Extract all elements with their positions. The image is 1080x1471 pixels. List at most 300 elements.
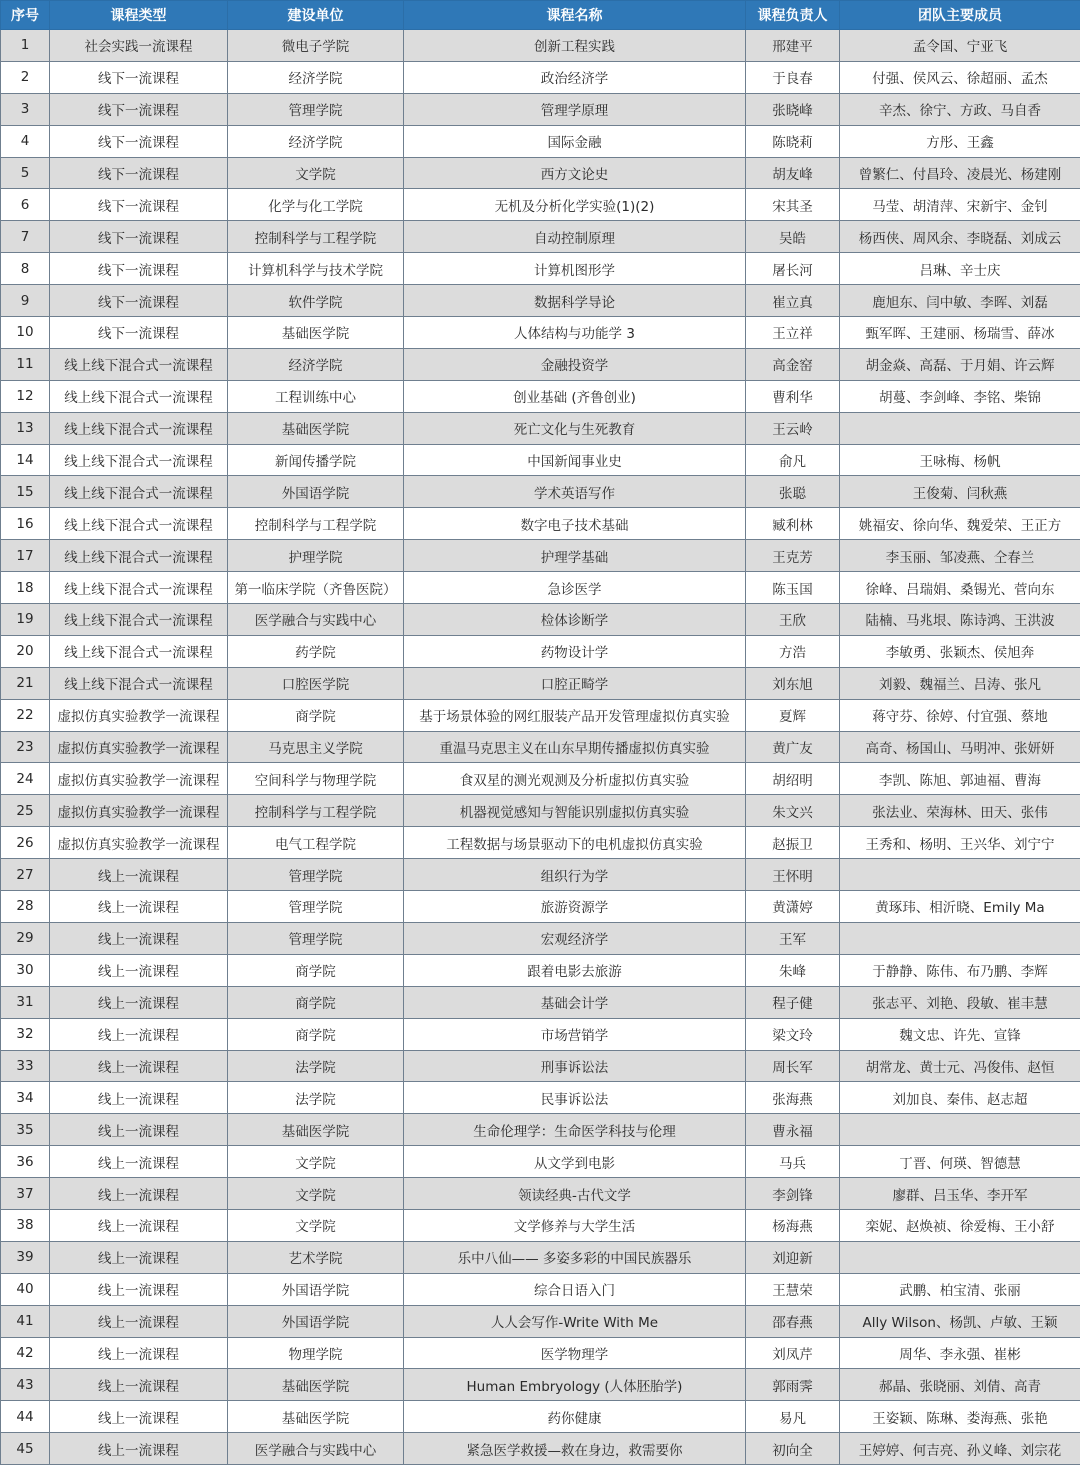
cell-index: 40 (1, 1273, 50, 1305)
table-row (1, 508, 1080, 540)
cell-course-name: 宏观经济学 (404, 922, 746, 954)
table-row (1, 380, 1080, 412)
cell-course-lead: 邵春燕 (746, 1305, 840, 1337)
cell-index: 12 (1, 380, 50, 412)
cell-course-lead: 李剑锋 (746, 1178, 840, 1210)
cell-course-type: 线上一流课程 (50, 922, 228, 954)
cell-course-name: 护理学基础 (404, 540, 746, 572)
cell-course-type: 线上一流课程 (50, 954, 228, 986)
cell-course-name: 计算机图形学 (404, 253, 746, 285)
table-row (1, 1401, 1080, 1433)
cell-unit: 管理学院 (228, 859, 404, 891)
cell-course-lead: 崔立真 (746, 285, 840, 317)
cell-team-members: Ally Wilson、杨凯、卢敏、王颖 (840, 1305, 1080, 1337)
cell-index: 25 (1, 795, 50, 827)
cell-index: 26 (1, 827, 50, 859)
cell-course-lead: 郭雨霁 (746, 1369, 840, 1401)
cell-team-members: 徐峰、吕瑞娟、桑锡光、菅向东 (840, 572, 1080, 604)
cell-unit: 基础医学院 (228, 1114, 404, 1146)
cell-index: 37 (1, 1178, 50, 1210)
cell-index: 38 (1, 1209, 50, 1241)
cell-unit: 药学院 (228, 635, 404, 667)
cell-index: 21 (1, 667, 50, 699)
cell-index: 42 (1, 1337, 50, 1369)
cell-course-lead: 黄广友 (746, 731, 840, 763)
cell-index: 44 (1, 1401, 50, 1433)
cell-unit: 法学院 (228, 1082, 404, 1114)
cell-index: 22 (1, 699, 50, 731)
cell-course-lead: 王欣 (746, 604, 840, 636)
cell-index: 35 (1, 1114, 50, 1146)
cell-unit: 文学院 (228, 157, 404, 189)
cell-course-name: 中国新闻事业史 (404, 444, 746, 476)
cell-course-type: 线下一流课程 (50, 61, 228, 93)
table-row (1, 986, 1080, 1018)
cell-team-members: 马莹、胡清萍、宋新宇、金钊 (840, 189, 1080, 221)
cell-course-type: 线上一流课程 (50, 1337, 228, 1369)
cell-course-lead: 马兵 (746, 1146, 840, 1178)
table-row (1, 93, 1080, 125)
cell-course-lead: 王云岭 (746, 412, 840, 444)
cell-index: 19 (1, 604, 50, 636)
cell-course-name: 跟着电影去旅游 (404, 954, 746, 986)
cell-index: 34 (1, 1082, 50, 1114)
cell-course-name: 政治经济学 (404, 61, 746, 93)
table-row (1, 699, 1080, 731)
table-row (1, 253, 1080, 285)
cell-team-members: 王秀和、杨明、王兴华、刘宁宁 (840, 827, 1080, 859)
cell-team-members: 张法业、荣海林、田天、张伟 (840, 795, 1080, 827)
cell-team-members: 于静静、陈伟、布乃鹏、李辉 (840, 954, 1080, 986)
cell-index: 5 (1, 157, 50, 189)
cell-course-lead: 王慧荣 (746, 1273, 840, 1305)
cell-course-type: 线上一流课程 (50, 1241, 228, 1273)
table-row (1, 1433, 1080, 1465)
cell-team-members: 蒋守芬、徐婷、付宜强、蔡地 (840, 699, 1080, 731)
cell-course-lead: 于良春 (746, 61, 840, 93)
cell-index: 15 (1, 476, 50, 508)
cell-course-name: 医学物理学 (404, 1337, 746, 1369)
cell-course-type: 线上一流课程 (50, 1433, 228, 1465)
cell-index: 24 (1, 763, 50, 795)
cell-unit: 工程训练中心 (228, 380, 404, 412)
cell-course-type: 线上一流课程 (50, 1401, 228, 1433)
cell-course-type: 线上一流课程 (50, 1369, 228, 1401)
table-row (1, 125, 1080, 157)
cell-unit: 医学融合与实践中心 (228, 604, 404, 636)
cell-course-lead: 王立祥 (746, 317, 840, 349)
cell-course-type: 线上一流课程 (50, 1050, 228, 1082)
cell-course-type: 线下一流课程 (50, 125, 228, 157)
cell-team-members: 刘毅、魏福兰、吕涛、张凡 (840, 667, 1080, 699)
table-row (1, 285, 1080, 317)
cell-index: 32 (1, 1018, 50, 1050)
cell-team-members: 栾妮、赵焕祯、徐爱梅、王小舒 (840, 1209, 1080, 1241)
table-row (1, 572, 1080, 604)
cell-index: 39 (1, 1241, 50, 1273)
cell-course-name: 组织行为学 (404, 859, 746, 891)
cell-course-name: 急诊医学 (404, 572, 746, 604)
cell-unit: 微电子学院 (228, 30, 404, 62)
cell-unit: 马克思主义学院 (228, 731, 404, 763)
cell-course-type: 虚拟仿真实验教学一流课程 (50, 827, 228, 859)
cell-index: 28 (1, 891, 50, 923)
cell-index: 30 (1, 954, 50, 986)
table-row (1, 1273, 1080, 1305)
table-row (1, 221, 1080, 253)
cell-team-members: 魏文忠、许先、宣锋 (840, 1018, 1080, 1050)
cell-course-type: 虚拟仿真实验教学一流课程 (50, 731, 228, 763)
cell-course-type: 虚拟仿真实验教学一流课程 (50, 795, 228, 827)
cell-course-type: 线上线下混合式一流课程 (50, 635, 228, 667)
cell-unit: 商学院 (228, 699, 404, 731)
cell-course-name: 文学修养与大学生活 (404, 1209, 746, 1241)
cell-course-type: 线上一流课程 (50, 1082, 228, 1114)
cell-course-name: 药物设计学 (404, 635, 746, 667)
table-row (1, 189, 1080, 221)
cell-index: 27 (1, 859, 50, 891)
cell-course-type: 线上一流课程 (50, 1273, 228, 1305)
cell-course-name: 人体结构与功能学 3 (404, 317, 746, 349)
cell-course-type: 线上线下混合式一流课程 (50, 348, 228, 380)
cell-index: 6 (1, 189, 50, 221)
cell-unit: 基础医学院 (228, 412, 404, 444)
cell-unit: 外国语学院 (228, 476, 404, 508)
cell-unit: 外国语学院 (228, 1305, 404, 1337)
table-row (1, 827, 1080, 859)
cell-course-name: 市场营销学 (404, 1018, 746, 1050)
cell-team-members (840, 859, 1080, 891)
cell-unit: 文学院 (228, 1146, 404, 1178)
cell-course-type: 线上一流课程 (50, 1209, 228, 1241)
table-row (1, 604, 1080, 636)
cell-index: 2 (1, 61, 50, 93)
table-row (1, 540, 1080, 572)
cell-team-members: 周华、李永强、崔彬 (840, 1337, 1080, 1369)
cell-course-type: 线上线下混合式一流课程 (50, 604, 228, 636)
cell-unit: 经济学院 (228, 61, 404, 93)
cell-course-lead: 程子健 (746, 986, 840, 1018)
header-course-type: 课程类型 (50, 1, 228, 30)
cell-course-lead: 张聪 (746, 476, 840, 508)
cell-course-lead: 王怀明 (746, 859, 840, 891)
cell-unit: 法学院 (228, 1050, 404, 1082)
cell-index: 33 (1, 1050, 50, 1082)
cell-index: 17 (1, 540, 50, 572)
cell-course-lead: 吴皓 (746, 221, 840, 253)
cell-course-name: Human Embryology (人体胚胎学) (404, 1369, 746, 1401)
cell-course-type: 线上一流课程 (50, 891, 228, 923)
table-row (1, 1305, 1080, 1337)
cell-unit: 计算机科学与技术学院 (228, 253, 404, 285)
table-row (1, 348, 1080, 380)
cell-team-members: 胡常龙、黄士元、冯俊伟、赵恒 (840, 1050, 1080, 1082)
table-header (1, 1, 1080, 30)
cell-course-lead: 刘迎新 (746, 1241, 840, 1273)
cell-course-lead: 陈晓莉 (746, 125, 840, 157)
cell-course-name: 药你健康 (404, 1401, 746, 1433)
table-row (1, 922, 1080, 954)
table-row (1, 1050, 1080, 1082)
cell-index: 18 (1, 572, 50, 604)
cell-course-type: 线上一流课程 (50, 859, 228, 891)
cell-team-members: 李玉丽、邹凌燕、仝春兰 (840, 540, 1080, 572)
cell-course-name: 学术英语写作 (404, 476, 746, 508)
cell-course-name: 食双星的测光观测及分析虚拟仿真实验 (404, 763, 746, 795)
table-row (1, 667, 1080, 699)
cell-course-lead: 臧利林 (746, 508, 840, 540)
cell-course-type: 线下一流课程 (50, 157, 228, 189)
cell-course-type: 线上线下混合式一流课程 (50, 444, 228, 476)
cell-index: 8 (1, 253, 50, 285)
cell-unit: 基础医学院 (228, 1401, 404, 1433)
cell-course-name: 国际金融 (404, 125, 746, 157)
cell-course-name: 乐中八仙—— 多姿多彩的中国民族器乐 (404, 1241, 746, 1273)
cell-course-type: 线下一流课程 (50, 285, 228, 317)
cell-course-lead: 屠长河 (746, 253, 840, 285)
cell-course-name: 紧急医学救援—救在身边，救需要你 (404, 1433, 746, 1465)
table-row (1, 1241, 1080, 1273)
cell-unit: 商学院 (228, 954, 404, 986)
cell-course-lead: 初向全 (746, 1433, 840, 1465)
cell-unit: 新闻传播学院 (228, 444, 404, 476)
cell-team-members: 武鹏、柏宝清、张丽 (840, 1273, 1080, 1305)
table-row (1, 859, 1080, 891)
table-row (1, 476, 1080, 508)
table-row (1, 731, 1080, 763)
table-row (1, 763, 1080, 795)
cell-course-lead: 曹利华 (746, 380, 840, 412)
cell-unit: 控制科学与工程学院 (228, 508, 404, 540)
cell-unit: 空间科学与物理学院 (228, 763, 404, 795)
cell-course-lead: 胡绍明 (746, 763, 840, 795)
table-row (1, 444, 1080, 476)
cell-team-members: 李凯、陈旭、郭迪福、曹海 (840, 763, 1080, 795)
cell-team-members: 杨西侠、周风余、李晓磊、刘成云 (840, 221, 1080, 253)
cell-index: 1 (1, 30, 50, 62)
table-row (1, 1018, 1080, 1050)
cell-index: 3 (1, 93, 50, 125)
cell-course-name: 工程数据与场景驱动下的电机虚拟仿真实验 (404, 827, 746, 859)
cell-course-name: 基于场景体验的网红服装产品开发管理虚拟仿真实验 (404, 699, 746, 731)
cell-team-members: 方彤、王鑫 (840, 125, 1080, 157)
table-body (1, 30, 1080, 1465)
cell-index: 10 (1, 317, 50, 349)
cell-course-lead: 王军 (746, 922, 840, 954)
cell-course-lead: 高金窑 (746, 348, 840, 380)
table-row (1, 1209, 1080, 1241)
cell-course-name: 西方文论史 (404, 157, 746, 189)
cell-team-members: 曾繁仁、付昌玲、凌晨光、杨建刚 (840, 157, 1080, 189)
table-row (1, 317, 1080, 349)
cell-unit: 外国语学院 (228, 1273, 404, 1305)
cell-course-type: 线上一流课程 (50, 1018, 228, 1050)
cell-course-type: 线上线下混合式一流课程 (50, 572, 228, 604)
cell-team-members: 王婷婷、何吉亮、孙义峰、刘宗花 (840, 1433, 1080, 1465)
cell-unit: 护理学院 (228, 540, 404, 572)
cell-course-name: 生命伦理学：生命医学科技与伦理 (404, 1114, 746, 1146)
cell-course-type: 虚拟仿真实验教学一流课程 (50, 763, 228, 795)
header-course-lead: 课程负责人 (746, 1, 840, 30)
cell-course-type: 线上线下混合式一流课程 (50, 667, 228, 699)
cell-course-type: 线上线下混合式一流课程 (50, 476, 228, 508)
table-row (1, 1369, 1080, 1401)
cell-course-name: 基础会计学 (404, 986, 746, 1018)
cell-team-members: 王俊菊、闫秋燕 (840, 476, 1080, 508)
cell-course-lead: 胡友峰 (746, 157, 840, 189)
cell-unit: 商学院 (228, 986, 404, 1018)
cell-index: 4 (1, 125, 50, 157)
cell-course-name: 综合日语入门 (404, 1273, 746, 1305)
cell-course-name: 重温马克思主义在山东早期传播虚拟仿真实验 (404, 731, 746, 763)
cell-course-name: 创新工程实践 (404, 30, 746, 62)
cell-index: 43 (1, 1369, 50, 1401)
table-row (1, 954, 1080, 986)
cell-course-type: 线上一流课程 (50, 1305, 228, 1337)
cell-index: 14 (1, 444, 50, 476)
cell-unit: 文学院 (228, 1178, 404, 1210)
cell-course-lead: 朱文兴 (746, 795, 840, 827)
table-row (1, 1337, 1080, 1369)
table-row (1, 1146, 1080, 1178)
cell-unit: 第一临床学院（齐鲁医院） (228, 572, 404, 604)
cell-team-members: 高奇、杨国山、马明冲、张妍妍 (840, 731, 1080, 763)
cell-unit: 电气工程学院 (228, 827, 404, 859)
cell-index: 36 (1, 1146, 50, 1178)
cell-team-members: 廖群、吕玉华、李开军 (840, 1178, 1080, 1210)
cell-unit: 基础医学院 (228, 1369, 404, 1401)
cell-unit: 化学与化工学院 (228, 189, 404, 221)
cell-unit: 软件学院 (228, 285, 404, 317)
cell-course-lead: 刘东旭 (746, 667, 840, 699)
cell-unit: 控制科学与工程学院 (228, 221, 404, 253)
cell-course-name: 刑事诉讼法 (404, 1050, 746, 1082)
cell-course-type: 线下一流课程 (50, 221, 228, 253)
header-row (1, 1, 1080, 30)
cell-unit: 医学融合与实践中心 (228, 1433, 404, 1465)
cell-unit: 经济学院 (228, 125, 404, 157)
cell-course-name: 领读经典-古代文学 (404, 1178, 746, 1210)
cell-course-type: 线下一流课程 (50, 253, 228, 285)
cell-course-name: 自动控制原理 (404, 221, 746, 253)
cell-course-lead: 方浩 (746, 635, 840, 667)
cell-course-type: 社会实践一流课程 (50, 30, 228, 62)
cell-course-type: 线下一流课程 (50, 189, 228, 221)
cell-unit: 文学院 (228, 1209, 404, 1241)
table-row (1, 635, 1080, 667)
cell-unit: 口腔医学院 (228, 667, 404, 699)
cell-course-name: 人人会写作-Write With Me (404, 1305, 746, 1337)
cell-course-name: 死亡文化与生死教育 (404, 412, 746, 444)
cell-course-type: 线下一流课程 (50, 93, 228, 125)
table-row (1, 891, 1080, 923)
cell-unit: 管理学院 (228, 891, 404, 923)
table-row (1, 412, 1080, 444)
cell-index: 31 (1, 986, 50, 1018)
cell-course-lead: 张晓峰 (746, 93, 840, 125)
table-row (1, 795, 1080, 827)
cell-team-members (840, 922, 1080, 954)
cell-course-name: 旅游资源学 (404, 891, 746, 923)
cell-index: 20 (1, 635, 50, 667)
cell-course-type: 虚拟仿真实验教学一流课程 (50, 699, 228, 731)
cell-course-lead: 张海燕 (746, 1082, 840, 1114)
cell-team-members: 陆楠、马兆垠、陈诗鸿、王洪波 (840, 604, 1080, 636)
header-unit: 建设单位 (228, 1, 404, 30)
cell-course-type: 线上一流课程 (50, 1146, 228, 1178)
cell-unit: 基础医学院 (228, 317, 404, 349)
cell-course-name: 民事诉讼法 (404, 1082, 746, 1114)
cell-course-lead: 朱峰 (746, 954, 840, 986)
cell-team-members: 张志平、刘艳、段敏、崔丰慧 (840, 986, 1080, 1018)
cell-course-name: 金融投资学 (404, 348, 746, 380)
cell-course-name: 管理学原理 (404, 93, 746, 125)
header-course-name: 课程名称 (404, 1, 746, 30)
cell-index: 13 (1, 412, 50, 444)
cell-team-members: 吕琳、辛士庆 (840, 253, 1080, 285)
cell-team-members: 王咏梅、杨帆 (840, 444, 1080, 476)
cell-index: 45 (1, 1433, 50, 1465)
cell-unit: 商学院 (228, 1018, 404, 1050)
cell-team-members: 付强、侯风云、徐超丽、孟杰 (840, 61, 1080, 93)
cell-unit: 管理学院 (228, 922, 404, 954)
cell-course-lead: 曹永福 (746, 1114, 840, 1146)
cell-course-type: 线上线下混合式一流课程 (50, 508, 228, 540)
cell-team-members: 鹿旭东、闫中敏、李晖、刘磊 (840, 285, 1080, 317)
cell-course-lead: 刘凤芹 (746, 1337, 840, 1369)
table-row (1, 1178, 1080, 1210)
cell-team-members (840, 1114, 1080, 1146)
cell-unit: 管理学院 (228, 93, 404, 125)
cell-course-type: 线上一流课程 (50, 1178, 228, 1210)
cell-team-members: 孟令国、宁亚飞 (840, 30, 1080, 62)
cell-course-type: 线上线下混合式一流课程 (50, 412, 228, 444)
cell-index: 11 (1, 348, 50, 380)
cell-course-lead: 杨海燕 (746, 1209, 840, 1241)
cell-team-members: 辛杰、徐宁、方政、马自香 (840, 93, 1080, 125)
cell-course-name: 检体诊断学 (404, 604, 746, 636)
cell-course-lead: 赵振卫 (746, 827, 840, 859)
header-team-members: 团队主要成员 (840, 1, 1080, 30)
cell-course-lead: 梁文玲 (746, 1018, 840, 1050)
cell-team-members: 黄琢玮、相沂晓、Emily Ma (840, 891, 1080, 923)
cell-course-type: 线上线下混合式一流课程 (50, 380, 228, 412)
cell-course-lead: 周长军 (746, 1050, 840, 1082)
cell-index: 29 (1, 922, 50, 954)
cell-unit: 经济学院 (228, 348, 404, 380)
cell-team-members: 郝晶、张晓丽、刘倩、高青 (840, 1369, 1080, 1401)
cell-course-lead: 俞凡 (746, 444, 840, 476)
cell-team-members (840, 1241, 1080, 1273)
cell-course-name: 机器视觉感知与智能识别虚拟仿真实验 (404, 795, 746, 827)
cell-course-name: 口腔正畸学 (404, 667, 746, 699)
cell-course-lead: 陈玉国 (746, 572, 840, 604)
cell-course-type: 线上一流课程 (50, 986, 228, 1018)
table-row (1, 30, 1080, 62)
cell-course-lead: 邢建平 (746, 30, 840, 62)
cell-team-members (840, 412, 1080, 444)
cell-team-members: 胡蔓、李剑峰、李铭、柴锦 (840, 380, 1080, 412)
cell-course-type: 线下一流课程 (50, 317, 228, 349)
cell-index: 23 (1, 731, 50, 763)
cell-course-name: 从文学到电影 (404, 1146, 746, 1178)
cell-course-name: 数字电子技术基础 (404, 508, 746, 540)
table-row (1, 61, 1080, 93)
cell-team-members: 姚福安、徐向华、魏爱荣、王正方 (840, 508, 1080, 540)
cell-unit: 控制科学与工程学院 (228, 795, 404, 827)
table-row (1, 157, 1080, 189)
cell-course-lead: 夏辉 (746, 699, 840, 731)
